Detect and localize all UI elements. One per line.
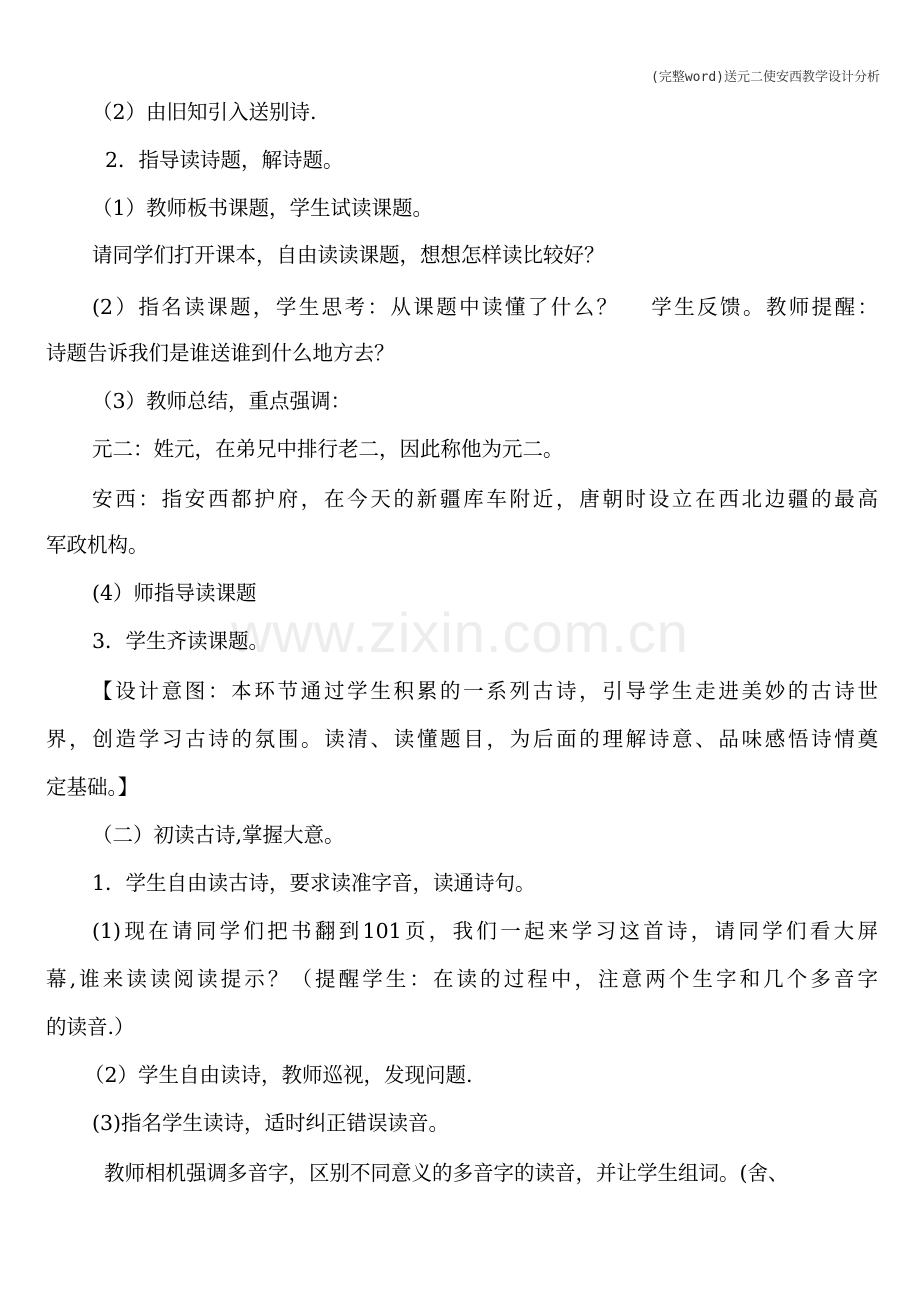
text-line: 定基础。】 [46, 775, 139, 799]
page-header: (完整word)送元二使安西教学设计分析 [651, 70, 880, 85]
text-line: 元二：姓元，在弟兄中排行老二，因此称他为元二。 [92, 437, 564, 461]
text-line: (3)指名学生读诗，适时纠正错误读音。 [92, 1111, 450, 1135]
text-line: （2）由旧知引入送别诗. [92, 100, 317, 124]
text-line: （二）初读古诗,掌握大意。 [92, 823, 345, 847]
watermark: www.zixin.com.cn [231, 601, 689, 664]
text-line: 2．指导读诗题，解诗题。 [105, 148, 344, 172]
text-line: 幕,谁来读读阅读提示？（提醒学生：在读的过程中，注意两个生字和几个多音字 [46, 967, 878, 991]
text-line: 教师相机强调多音字，区别不同意义的多音字的读音，并让学生组词。(舍、 [104, 1161, 789, 1185]
text-line: 1．学生自由读古诗，要求读准字音，读通诗句。 [92, 871, 536, 895]
text-line: 【设计意图：本环节通过学生积累的一系列古诗，引导学生走进美妙的古诗世 [92, 679, 878, 703]
text-line: (2）指名读课题，学生思考：从课题中读懂了什么？ 学生反馈。教师提醒： [92, 295, 878, 319]
text-line: 界，创造学习古诗的氛围。读清、读懂题目，为后面的理解诗意、品味感悟诗情奠 [46, 727, 878, 751]
text-line: （2）学生自由读诗，教师巡视，发现问题. [84, 1063, 473, 1087]
text-line: （1）教师板书课题，学生试读课题。 [92, 196, 434, 220]
text-line: (4）师指导读课题 [92, 581, 257, 605]
text-line: （3）教师总结，重点强调： [92, 389, 352, 413]
text-line: 的读音.） [46, 1015, 135, 1039]
text-line: 3．学生齐读课题。 [92, 629, 270, 653]
text-line: (1)现在请同学们把书翻到101页，我们一起来学习这首诗，请同学们看大屏 [92, 919, 878, 943]
text-line: 请同学们打开课本，自由读读课题，想想怎样读比较好？ [92, 243, 605, 267]
text-line: 军政机构。 [46, 533, 149, 557]
text-line: 诗题告诉我们是谁送谁到什么地方去？ [46, 341, 395, 365]
text-line: 安西：指安西都护府，在今天的新疆库车附近，唐朝时设立在西北边疆的最高 [92, 487, 878, 511]
